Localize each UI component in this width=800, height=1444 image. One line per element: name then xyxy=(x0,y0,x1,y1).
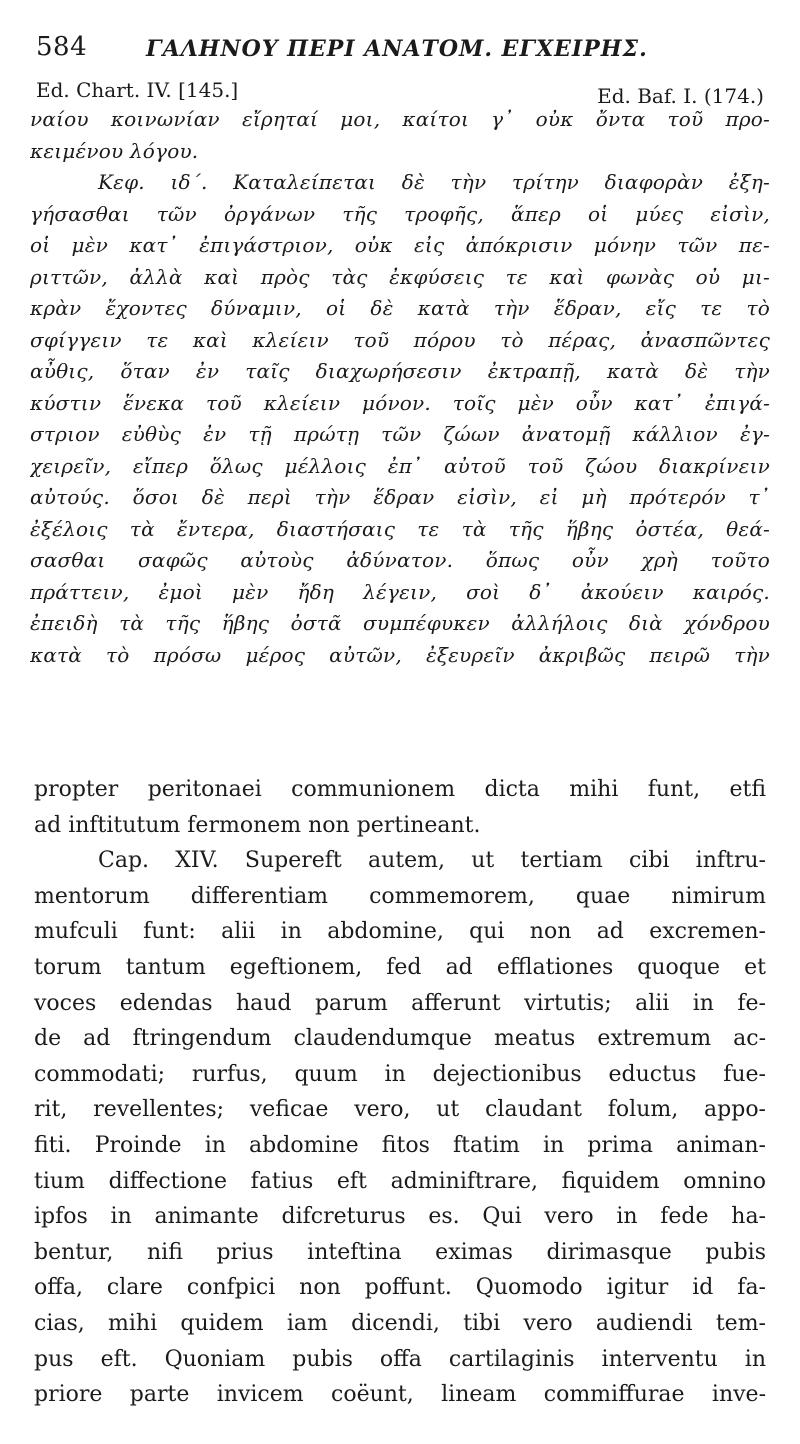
latin-line: priore parte invicem coëunt, lineam commiffurae inve- xyxy=(34,1382,766,1408)
latin-line: offa, clare confpici non poffunt. Quomodo igitur id fa- xyxy=(34,1275,766,1301)
page-number: 584 xyxy=(36,32,88,62)
latin-line: tium diffectione fatius eft adminiftrare, fiquidem omnino xyxy=(34,1168,766,1194)
greek-line: κύστιν ἕνεκα τοῦ κλείειν μόνον. τοῖς μὲν οὖν κατ᾽ ἐπιγά- xyxy=(30,390,770,415)
latin-line: cias, mihi quidem iam dicendi, tibi vero audiendi tem- xyxy=(34,1310,766,1336)
greek-line: στριον εὐθὺς ἐν τῇ πρώτῃ τῶν ζώων ἀνατομῇ κάλλιον ἐγ- xyxy=(30,422,770,446)
greek-line: σασθαι σαφῶς αὐτοὺς ἀδύνατον. ὅπως οὖν χρὴ τοῦτο xyxy=(30,548,770,572)
latin-line: de ad ftringendum claudendumque meatus extremum ac- xyxy=(34,1026,766,1052)
greek-line: ριττῶν, ἀλλὰ καὶ πρὸς τὰς ἐκφύσεις τε καὶ φωνὰς οὐ μι- xyxy=(30,264,770,289)
latin-line: fiti. Proinde in abdomine fitos ftatim in prima animan- xyxy=(34,1132,766,1158)
latin-line: mufculi funt: alii in abdomine, qui non ad excremen- xyxy=(34,919,766,945)
greek-line: σφίγγειν τε καὶ κλείειν τοῦ πόρου τὸ πέρας, ἀνασπῶντες xyxy=(30,327,770,352)
latin-line: ad inftitutum fermonem non pertineant. xyxy=(34,812,481,838)
latin-line: propter peritonaei communionem dicta mihi funt, etfi xyxy=(34,777,766,802)
page-header xyxy=(36,18,776,74)
greek-line: γήσασθαι τῶν ὀργάνων τῆς τροφῆς, ἅπερ οἱ μύες εἰσὶν, xyxy=(30,201,770,226)
latin-line: pus eft. Quoniam pubis offa cartilaginis interventu in xyxy=(34,1346,766,1372)
latin-line: Cap. XIV. Supereft autem, ut tertiam cibi inftru- xyxy=(98,848,766,874)
greek-line: ἐξέλοις τὰ ἔντερα, διαστήσαις τε τὰ τῆς ἥβης ὀστέα, θεά- xyxy=(30,516,770,541)
greek-text-block xyxy=(30,104,770,671)
latin-line: mentorum differentiam commemorem, quae nimirum xyxy=(34,883,766,909)
latin-line: commodati; rurfus, quum in dejectionibus eductus fue- xyxy=(34,1061,766,1087)
latin-text-block xyxy=(34,772,766,1413)
greek-line: Κεφ. ιδ΄. Καταλείπεται δὲ τὴν τρίτην διαφορὰν ἐξη- xyxy=(98,170,770,194)
greek-line: κειμένου λόγου. xyxy=(30,138,199,163)
greek-line: κρὰν ἔχοντες δύναμιν, οἱ δὲ κατὰ τὴν ἕδραν, εἴς τε τὸ xyxy=(30,296,770,320)
latin-line: torum tantum egeftionem, fed ad efflationes quoque et xyxy=(34,954,766,980)
greek-line: οἱ μὲν κατ᾽ ἐπιγάστριον, οὐκ εἰς ἀπόκρισιν μόνην τῶν πε- xyxy=(30,233,770,257)
greek-line: ἐπειδὴ τὰ τῆς ἥβης ὀστᾶ συμπέφυκεν ἀλλήλοις διὰ χόνδρου xyxy=(30,611,770,635)
latin-line: bentur, nifi prius inteftina eximas dirimasque pubis xyxy=(34,1239,766,1265)
greek-line: πράττειν, ἐμοὶ μὲν ἤδη λέγειν, σοὶ δ᾽ ἀκούειν καιρός. xyxy=(30,579,770,604)
greek-line: αὐτούς. ὅσοι δὲ περὶ τὴν ἕδραν εἰσὶν, εἰ μὴ πρότερόν τ᾽ xyxy=(30,485,770,509)
greek-line: ναίου κοινωνίαν εἴρηταί μοι, καίτοι γ᾽ οὐκ ὄντα τοῦ προ- xyxy=(30,107,770,131)
greek-line: κατὰ τὸ πρόσω μέρος αὐτῶν, ἐξευρεῖν ἀκριβῶς πειρῶ τὴν xyxy=(30,642,770,667)
greek-line: αὖθις, ὅταν ἐν ταῖς διαχωρήσεσιν ἐκτραπῇ, κατὰ δὲ τὴν xyxy=(30,359,770,383)
latin-line: rit, revellentes; veficae vero, ut claudant folum, appo- xyxy=(34,1097,766,1123)
edition-reference-right: Ed. Baf. I. (174.) xyxy=(597,84,764,108)
greek-line: χειρεῖν, εἴπερ ὅλως μέλλοις ἐπ᾽ αὐτοῦ τοῦ ζώου διακρίνειν xyxy=(30,453,770,478)
running-title: ΓΑΛΗΝΟΥ ΠΕΡΙ ΑΝΑΤΟΜ. ΕΓΧΕΙΡΗΣ. xyxy=(146,36,648,62)
edition-reference-left: Ed. Chart. IV. [145.] xyxy=(36,78,239,102)
latin-line: ipfos in animante difcreturus es. Qui vero in fede ha- xyxy=(34,1204,766,1230)
latin-line: voces edendas haud parum afferunt virtutis; alii in fe- xyxy=(34,990,766,1016)
